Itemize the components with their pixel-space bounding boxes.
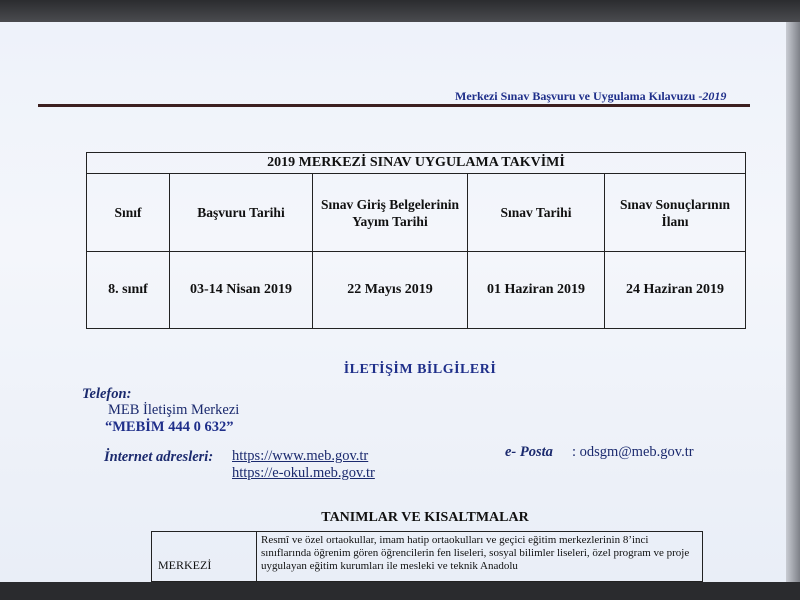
email-label: e- Posta <box>505 444 553 460</box>
phone-organization: MEB İletişim Merkezi <box>108 402 240 418</box>
table-cell: 8. sınıf <box>87 252 170 329</box>
monitor-bezel-bottom <box>0 582 800 600</box>
table-cell: 24 Haziran 2019 <box>605 252 746 329</box>
column-header: Sınav Sonuçlarının İlanı <box>605 174 746 252</box>
column-header: Sınav Tarihi <box>468 174 605 252</box>
column-header: Sınav Giriş Belgelerinin Yayım Tarihi <box>313 174 468 252</box>
monitor-bezel-top <box>0 0 800 22</box>
column-header: Sınıf <box>87 174 170 252</box>
table-row <box>87 252 746 329</box>
calendar-header-row <box>87 174 746 252</box>
header-year: 2019 <box>702 89 727 103</box>
table-cell: 22 Mayıs 2019 <box>313 252 468 329</box>
calendar-title: 2019 MERKEZİ SINAV UYGULAMA TAKVİMİ <box>87 153 746 174</box>
e-okul-website-link[interactable]: https://e-okul.meb.gov.tr <box>232 465 375 481</box>
monitor-bezel-right <box>786 22 800 582</box>
definition-description: Resmî ve özel ortaokullar, imam hatip ortaokulları ve geçici eğitim merkezlerinin 8’inci sınıflarında öğrenim gören öğrencilerin fen liseleri, sosyal bilimler liseleri, özel program ve proje uygulayan eğitim kurumları ile mesleki ve teknik Anadolu <box>257 532 703 582</box>
contact-section-title: İLETİŞİM BİLGİLERİ <box>343 362 497 377</box>
document-header <box>455 89 745 104</box>
phone-label: Telefon: <box>82 386 132 402</box>
table-row <box>152 532 703 582</box>
header-title: Merkezi Sınav Başvuru ve Uygulama Kılavuzu - <box>455 89 703 103</box>
header-divider <box>38 104 750 107</box>
definition-term: MERKEZİ <box>152 532 257 582</box>
column-header: Başvuru Tarihi <box>170 174 313 252</box>
table-cell: 01 Haziran 2019 <box>468 252 605 329</box>
table-cell: 03-14 Nisan 2019 <box>170 252 313 329</box>
definitions-section-title: TANIMLAR VE KISALTMALAR <box>321 510 529 525</box>
web-addresses-label: İnternet adresleri: <box>104 449 214 465</box>
email-address[interactable]: : odsgm@meb.gov.tr <box>572 444 694 460</box>
meb-website-link[interactable]: https://www.meb.gov.tr <box>232 448 369 464</box>
definitions-table <box>151 531 703 582</box>
exam-calendar-table <box>86 152 746 329</box>
phone-number: “MEBİM 444 0 632” <box>105 419 234 435</box>
